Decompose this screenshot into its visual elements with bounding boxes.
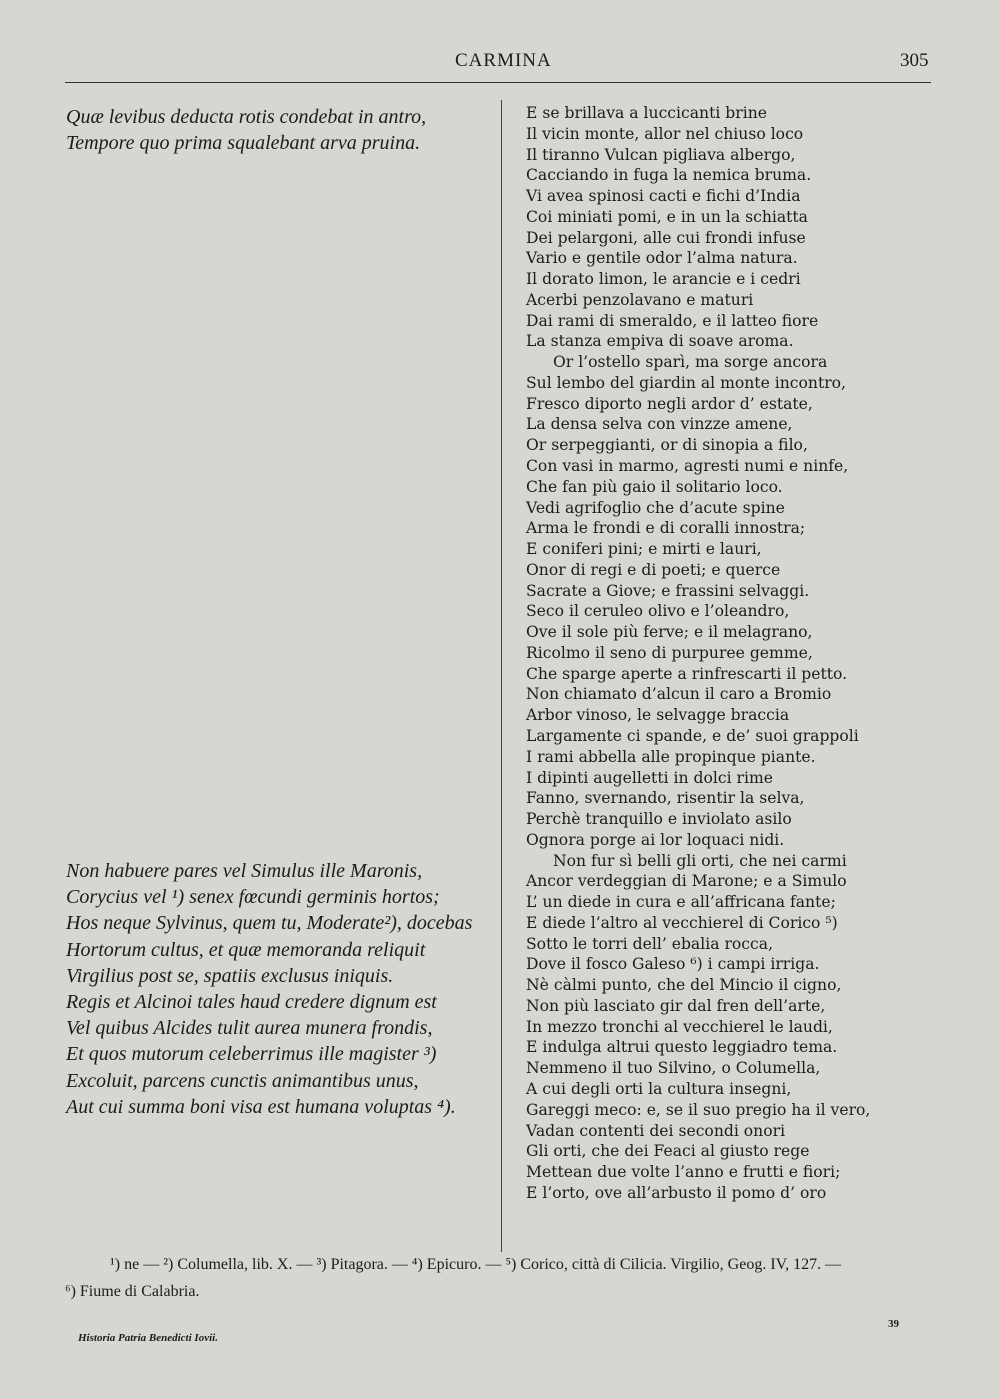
verse-line: Il tiranno Vulcan pigliava albergo, [526, 145, 796, 164]
verse-line: Gareggi meco: e, se il suo pregio ha il vero, [526, 1100, 871, 1119]
verse-line: Dai rami di smeraldo, e il latteo fiore [526, 311, 819, 330]
verse-line: Arma le frondi e di coralli innostra; [526, 519, 806, 538]
verse-line: Gli orti, che dei Feaci al giusto rege [526, 1142, 810, 1161]
verse-line: Or serpeggianti, or di sinopia a filo, [526, 436, 808, 455]
verse-line: Hos neque Sylvinus, quem tu, Moderate²), docebas [66, 912, 473, 935]
page-number: 305 [900, 50, 929, 71]
verse-line: In mezzo tronchi al vecchierel le laudi, [526, 1017, 833, 1036]
verse-line: Corycius vel ¹) senex fœcundi germinis hortos; [66, 886, 440, 909]
verse-line: Vi avea spinosi cacti e fichi d’India [526, 187, 801, 206]
verse-line: Il dorato limon, le arancie e i cedri [526, 270, 801, 289]
column-divider [501, 100, 502, 1252]
verse-line: E indulga altrui questo leggiadro tema. [526, 1038, 838, 1057]
verse-line: Sotto le torri dell’ ebalia rocca, [526, 934, 774, 953]
verse-line: Aut cui summa boni visa est humana voluptas ⁴). [66, 1095, 456, 1118]
verse-line: Non habuere pares vel Simulus ille Maronis, [66, 860, 423, 882]
verse-line: I rami abbella alle propinque piante. [526, 747, 816, 766]
verse-line: Coi miniati pomi, e in un la schiatta [526, 207, 808, 226]
verse-line: Fresco diporto negli ardor d’ estate, [526, 394, 813, 413]
verse-line: I dipinti augelletti in dolci rime [526, 768, 774, 787]
verse-line: Excoluit, parcens cunctis animantibus unus, [66, 1069, 419, 1092]
verse-line: Con vasi in marmo, agresti numi e ninfe, [526, 457, 849, 476]
imprint-line: Historia Patria Benedicti Iovii. [78, 1332, 218, 1344]
latin-verses-top [66, 104, 426, 156]
latin-verses-bottom [66, 858, 472, 1120]
signature-folio: 39 [888, 1318, 899, 1330]
verse-line: Ricolmo il seno di purpuree gemme, [526, 643, 813, 662]
verse-line: Or l’ostello sparì, ma sorge ancora [553, 353, 828, 372]
verse-line: Fanno, svernando, risentir la selva, [526, 789, 805, 808]
verse-line: La stanza empiva di soave aroma. [526, 332, 794, 351]
verse-line: Vadan contenti dei secondi onori [526, 1121, 786, 1140]
verse-line: Acerbi penzolavano e maturi [526, 290, 754, 309]
verse-line: L’ un diede in cura e all’affricana fante; [526, 893, 836, 912]
verse-line: Ancor verdeggian di Marone; e a Simulo [526, 872, 847, 891]
verse-line: E diede l’altro al vecchierel di Corico ⁵) [526, 913, 838, 932]
verse-line: Che fan più gaio il solitario loco. [526, 477, 783, 496]
header-rule [65, 82, 931, 83]
verse-line: E l’orto, ove all’arbusto il pomo d’ oro [526, 1183, 827, 1202]
verse-line: Non chiamato d’alcun il caro a Bromio [526, 685, 832, 704]
running-title: CARMINA [455, 50, 552, 71]
verse-line: Hortorum cultus, et quæ memoranda reliquit [66, 938, 426, 961]
verse-line: Vel quibus Alcides tulit aurea munera frondis, [66, 1017, 433, 1040]
verse-line: Arbor vinoso, le selvagge braccia [526, 706, 790, 725]
verse-line: Et quos mutorum celeberrimus ille magister ³) [66, 1043, 437, 1066]
footnote-line: ⁶) Fiume di Calabria. [65, 1283, 200, 1300]
verse-line: A cui degli orti la cultura insegni, [526, 1079, 792, 1098]
verse-line: Sul lembo del giardin al monte incontro, [526, 373, 847, 392]
footnote-line: ¹) ne — ²) Columella, lib. X. — ³) Pitagora. — ⁴) Epicuro. — ⁵) Corico, città di Cilicia. Virgilio, Geog. IV, 127. — [110, 1256, 842, 1273]
verse-line: Che sparge aperte a rinfrescarti il petto. [526, 664, 848, 683]
verse-line: Non fur sì belli gli orti, che nei carmi [553, 851, 847, 870]
verse-line: Virgilius post se, spatiis exclusus iniquis. [66, 964, 394, 987]
verse-line: Vario e gentile odor l’alma natura. [526, 249, 798, 268]
verse-line: Quæ levibus deducta rotis condebat in antro, [66, 106, 427, 128]
verse-line: Nemmeno il tuo Silvino, o Columella, [526, 1059, 821, 1078]
verse-line: Regis et Alcinoi tales haud credere dignum est [66, 991, 437, 1014]
verse-line: Onor di regi e di poeti; e querce [526, 560, 781, 579]
verse-line: Nè càlmi punto, che del Mincio il cigno, [526, 976, 842, 995]
verse-line: E coniferi pini; e mirti e lauri, [526, 540, 762, 559]
verse-line: Tempore quo prima squalebant arva pruina. [66, 132, 421, 155]
verse-line: Largamente ci spande, e de’ suoi grappoli [526, 726, 859, 745]
italian-translation [526, 103, 870, 1204]
verse-line: Seco il ceruleo olivo e l’oleandro, [526, 602, 790, 621]
footnotes [65, 1251, 945, 1305]
verse-line: Mettean due volte l’anno e frutti e fiori; [526, 1163, 841, 1182]
verse-line: Il vicin monte, allor nel chiuso loco [526, 124, 804, 143]
verse-line: Dove il fosco Galeso ⁶) i campi irriga. [526, 955, 820, 974]
verse-line: E se brillava a luccicanti brine [526, 104, 768, 122]
verse-line: Sacrate a Giove; e frassini selvaggi. [526, 581, 810, 600]
verse-line: La densa selva con vinzze amene, [526, 415, 793, 434]
verse-line: Dei pelargoni, alle cui frondi infuse [526, 228, 806, 247]
verse-line: Ove il sole più ferve; e il melagrano, [526, 623, 813, 642]
verse-line: Vedi agrifoglio che d’acute spine [526, 498, 785, 517]
verse-line: Ognora porge ai lor loquaci nidi. [526, 830, 785, 849]
verse-line: Cacciando in fuga la nemica bruma. [526, 166, 812, 185]
verse-line: Non più lasciato gir dal fren dell’arte, [526, 996, 826, 1015]
verse-line: Perchè tranquillo e inviolato asilo [526, 810, 792, 829]
